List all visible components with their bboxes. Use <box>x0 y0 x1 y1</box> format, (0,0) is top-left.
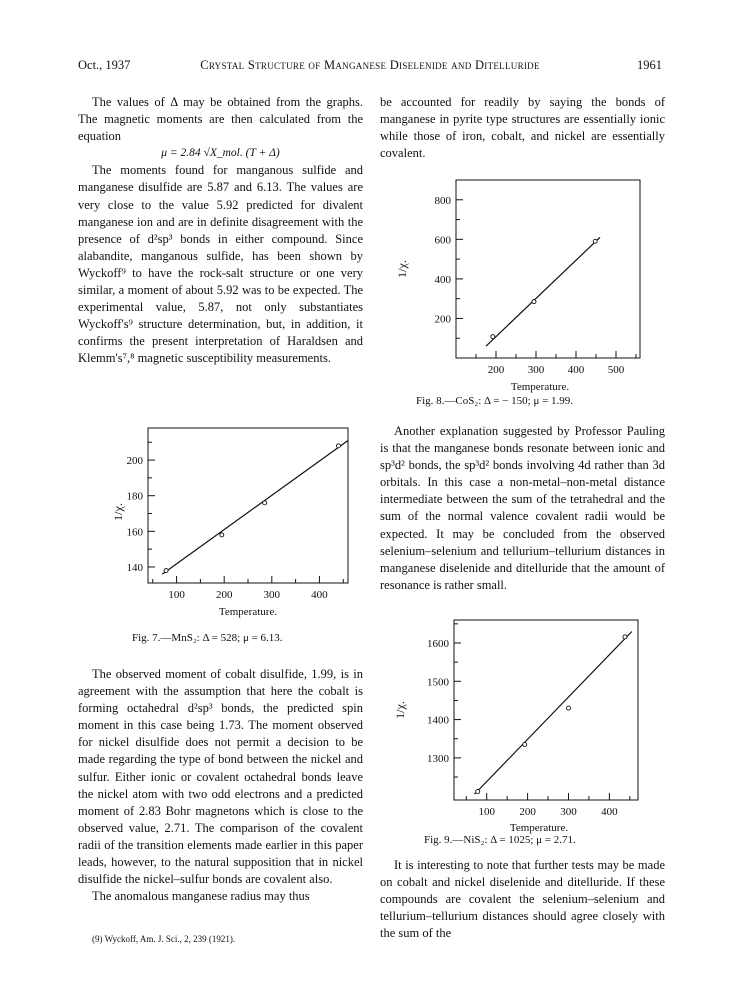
plot-frame <box>148 428 348 583</box>
x-axis-label: Temperature. <box>510 381 570 393</box>
header-title: Crystal Structure of Manganese Diselenide and Ditelluride <box>200 58 540 72</box>
paragraph-moments: The moments found for manganous sulfide and manganese disulfide are 5.87 and 6.13. The values are very close to the value 5.92 predicted for divalent manganese ion and are in definite disagreement with the presence of d²sp³ bonds in either compound. Since alabandite, manganous sulfide, has been shown by Wyckoff⁹ to have the rock-salt structure or one very similar, a moment of about 5.92 was to be expected. The experimental value, 5.87, not only substantiates Wyckoff's⁹ structure determination, but, in addition, it confirms the present interpretation of Haraldsen and Klemm's⁷,⁸ magnetic susceptibility measurements. <box>78 163 363 366</box>
fit-line <box>474 631 631 794</box>
x-tick-label: 400 <box>601 806 618 818</box>
y-tick-label: 1400 <box>427 714 449 727</box>
figure-8-caption: Fig. 8.—CoS₂: Δ = − 150; μ = 1.99. <box>416 395 574 407</box>
y-tick-label: 800 <box>434 194 451 207</box>
header-page-number: 1961 <box>637 58 662 72</box>
equation-moment: μ = 2.84 √X_mol. (T + Δ) <box>161 147 280 160</box>
paragraph-anomalous: The anomalous manganese radius may thus <box>92 889 310 904</box>
y-tick-label: 180 <box>126 490 143 503</box>
data-point <box>263 501 267 505</box>
paragraph-delta: The values of Δ may be obtained from the graphs. The magnetic moments are then calculated from the equation <box>78 95 363 144</box>
fit-line <box>162 440 348 574</box>
data-point <box>593 239 597 243</box>
y-tick-label: 140 <box>126 561 143 574</box>
x-tick-label: 200 <box>215 589 233 601</box>
x-tick-label: 100 <box>168 589 185 601</box>
figure-8-plot <box>388 178 658 396</box>
x-tick-label: 300 <box>560 806 577 818</box>
plot-frame <box>454 620 638 800</box>
x-tick-label: 400 <box>567 364 585 376</box>
x-axis-label: Temperature. <box>509 822 569 834</box>
data-point <box>566 706 570 710</box>
y-tick-label: 200 <box>434 313 451 326</box>
data-point <box>336 444 340 448</box>
x-tick-label: 500 <box>607 364 625 376</box>
header-date: Oct., 1937 <box>78 58 131 72</box>
data-point <box>476 790 480 794</box>
y-axis-label: 1/χ. <box>393 701 407 719</box>
figure-8 <box>388 178 658 407</box>
figure-7-plot <box>60 418 360 636</box>
data-point <box>491 335 495 339</box>
y-tick-label: 160 <box>126 526 143 539</box>
x-tick-label: 100 <box>478 806 495 818</box>
data-point <box>164 569 168 573</box>
figure-9-plot <box>388 617 658 835</box>
left-column-top <box>78 94 363 368</box>
data-point <box>532 300 536 304</box>
x-axis-label: Temperature. <box>218 606 278 618</box>
x-tick-label: 200 <box>519 806 536 818</box>
y-tick-label: 600 <box>434 234 451 247</box>
right-column-top <box>380 94 665 162</box>
paragraph-further-tests: It is interesting to note that further tests may be made on cobalt and nickel diselenide and ditelluride. If these compounds are covalent the selenium–selenium and tellurium–tellurium distances should agree closely with the sum of the <box>380 858 665 941</box>
data-point <box>523 742 527 746</box>
fit-line <box>486 237 600 346</box>
data-point <box>623 635 627 639</box>
figure-9 <box>388 617 658 846</box>
footnote: (9) Wyckoff, Am. J. Sci., 2, 239 (1921). <box>92 934 236 944</box>
paragraph-continued: be accounted for readily by saying the bonds of manganese in pyrite type structures are essentially ionic while those of iron, cobalt, and nickel are essentially covalent. <box>380 95 665 161</box>
y-tick-label: 1300 <box>427 752 449 765</box>
right-column-middle <box>380 423 665 594</box>
plot-frame <box>456 180 640 358</box>
y-tick-label: 400 <box>434 273 451 286</box>
y-axis-label: 1/χ. <box>111 503 125 521</box>
data-point <box>220 533 224 537</box>
figure-7 <box>60 418 360 644</box>
figure-9-caption: Fig. 9.—NiS₂: Δ = 1025; μ = 2.71. <box>424 834 576 846</box>
paragraph-pauling: Another explanation suggested by Professor Pauling is that the manganese bonds resonate between ionic and sp³d² bonds, the sp³d² bonds involving 4d rather than 3d orbitals. In this case a non-metal–non-metal distance intermediate between the sum of the tetrahedral and the sum of the normal valence covalent radii would be expected. It may be concluded from the observed selenium–selenium and tellurium–tellurium distances in manganese diselenide and ditelluride that the amount of resonance is rather small. <box>380 424 665 592</box>
x-tick-label: 300 <box>263 589 281 601</box>
y-axis-label: 1/χ. <box>395 260 409 278</box>
paragraph-cobalt: The observed moment of cobalt disulfide, 1.99, is in agreement with the assumption that here the cobalt is forming octahedral d²sp³ bonds, the predicted spin moment in this case being 1.73. The moment observed for nickel disulfide does not permit a decision to be made regarding the type of bond between the nickel and sulfur. Either ionic or covalent octahedral bonds leave the nickel atom with two odd electrons and a predicted moment of 2.83 Bohr magnetons which is close to the observed value, 2.71. The comparison of the covalent radii of the transition elements made earlier in this paper leads, however, to the natural supposition that in nickel disulfide the nickel–sulfur bonds are covalent also. <box>78 667 363 887</box>
x-tick-label: 400 <box>311 589 328 601</box>
right-column-bottom <box>380 857 665 942</box>
x-tick-label: 300 <box>527 364 545 376</box>
y-tick-label: 1500 <box>427 676 449 689</box>
x-tick-label: 200 <box>487 364 505 376</box>
left-column-bottom <box>78 666 363 905</box>
running-header <box>78 58 662 78</box>
figure-7-caption: Fig. 7.—MnS₂: Δ = 528; μ = 6.13. <box>132 632 283 644</box>
y-tick-label: 200 <box>126 455 143 468</box>
y-tick-label: 1600 <box>427 637 449 650</box>
